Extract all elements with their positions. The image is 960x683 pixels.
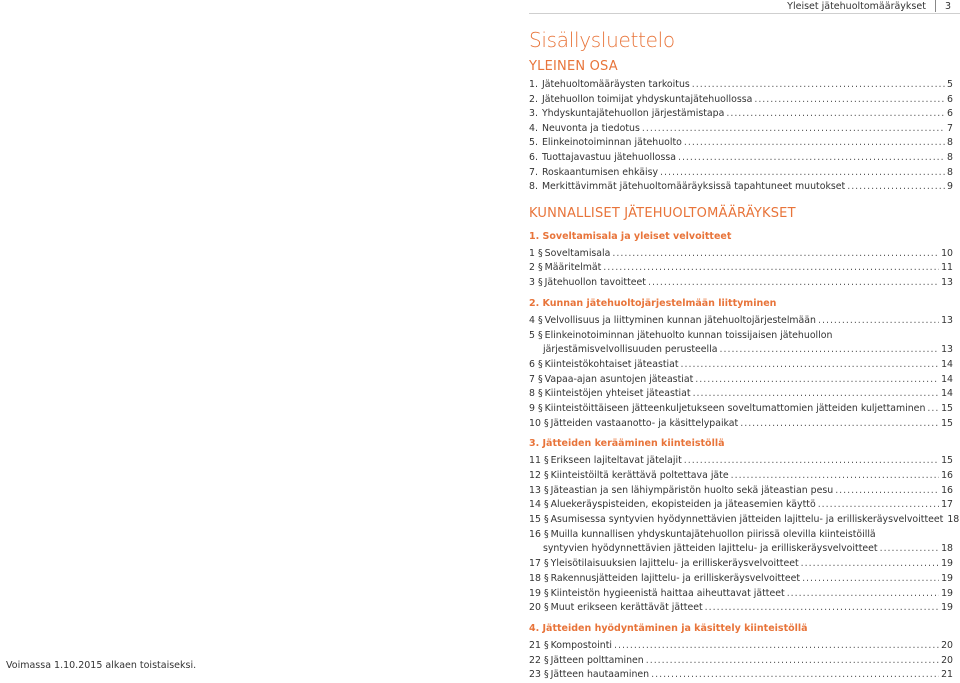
- dot-leader: [705, 601, 939, 616]
- toc-entry-number: 3.: [529, 108, 538, 120]
- toc-rule-entry[interactable]: [529, 417, 953, 432]
- paragraph-sign: §: [543, 484, 549, 496]
- paragraph-sign: §: [543, 499, 549, 511]
- toc-entry-number: 7.: [529, 166, 538, 178]
- toc-rule-entry[interactable]: [529, 261, 953, 276]
- subsection-heading: 2. Kunnan jätehuoltojärjestelmään liittyminen: [529, 297, 777, 309]
- toc-rule-entry[interactable]: [529, 387, 953, 402]
- rule-title: Muilla kunnallisen yhdyskuntajätehuollon piirissä olevilla kiinteistöillä: [550, 528, 876, 540]
- rule-title: Asumisessa syntyvien hyödynnettävien jätteiden lajittelu- ja erilliskeräysvelvoitteet: [550, 514, 944, 526]
- toc-rule-entry[interactable]: [529, 654, 953, 669]
- paragraph-sign: §: [543, 654, 549, 666]
- toc-rule-entry[interactable]: [529, 601, 953, 616]
- rule-title: Kiinteistöiltä kerättävä poltettava jäte: [550, 470, 729, 481]
- toc-title: Sisällysluettelo: [529, 28, 675, 52]
- rule-page: 19: [941, 572, 953, 584]
- paragraph-sign: §: [543, 602, 549, 614]
- rule-number: 3: [529, 277, 535, 289]
- subsection-heading: 1. Soveltamisala ja yleiset velvoitteet: [529, 230, 732, 242]
- rule-title: Soveltamisala: [544, 247, 611, 259]
- paragraph-sign: §: [537, 314, 543, 326]
- validity-note: Voimassa 1.10.2015 alkaen toistaiseksi.: [6, 660, 197, 671]
- rule-page: 19: [941, 602, 953, 614]
- rule-title: Aluekeräyspisteiden, ekopisteiden ja jäteasemien käyttö: [550, 499, 816, 511]
- rule-page: 11: [941, 262, 953, 274]
- toc-entry-title: Roskaantumisen ehkäisy: [541, 166, 659, 178]
- paragraph-sign: §: [543, 417, 549, 429]
- rule-title: Jätteen hautaaminen: [550, 669, 650, 681]
- toc-rule-entry[interactable]: [529, 402, 953, 417]
- toc-entry-number: 4.: [529, 122, 538, 134]
- toc-entry-page: 5: [947, 79, 953, 90]
- running-header: [787, 0, 951, 12]
- toc-rule-entry[interactable]: [529, 247, 953, 262]
- toc-rule-entry[interactable]: [529, 454, 953, 469]
- rule-number: 19: [529, 587, 541, 599]
- rule-page: 17: [941, 499, 953, 511]
- rule-number: 14: [529, 499, 541, 511]
- rule-number: 12: [529, 470, 541, 481]
- dot-leader: [642, 122, 945, 137]
- toc-entry-number: 6.: [529, 151, 538, 163]
- toc-entry[interactable]: [529, 93, 953, 108]
- rule-number: 16: [529, 528, 541, 540]
- toc-entry-page: 6: [947, 108, 953, 120]
- rule-title: Kiinteistöjen yhteiset jäteastiat: [544, 388, 691, 400]
- toc-entry-number: 2.: [529, 93, 538, 105]
- toc-entry-page: 8: [947, 151, 953, 163]
- rule-title: Kiinteistön hygieenistä haittaa aiheuttavat jätteet: [550, 587, 785, 599]
- toc-entry-title: Elinkeinotoiminnan jätehuolto: [541, 137, 682, 149]
- toc-entry[interactable]: [529, 107, 953, 122]
- dot-leader: [646, 654, 939, 669]
- dot-leader: [678, 151, 945, 166]
- rule-page: 14: [941, 388, 953, 400]
- dot-leader: [612, 247, 939, 262]
- rule-page: 18: [941, 543, 953, 555]
- dot-leader: [726, 107, 945, 122]
- rule-number: 4: [529, 314, 535, 326]
- rule-number: 11: [529, 455, 541, 467]
- dot-leader: [648, 276, 939, 291]
- toc-entry-page: 8: [947, 137, 953, 149]
- dot-leader: [880, 542, 939, 557]
- dot-leader: [927, 402, 939, 417]
- paragraph-sign: §: [537, 388, 543, 400]
- toc-rule-entry[interactable]: [529, 542, 953, 557]
- rule-title: järjestämisvelvollisuuden perusteella: [543, 344, 718, 356]
- toc-entry[interactable]: [529, 78, 953, 93]
- toc-entry-title: Yhdyskuntajätehuollon järjestämistapa: [541, 108, 725, 120]
- toc-entry-number: 1.: [529, 79, 538, 90]
- rule-title: Vapaa-ajan asuntojen jäteastiat: [544, 373, 694, 385]
- dot-leader: [614, 639, 939, 654]
- toc-rule-entry[interactable]: [529, 373, 953, 388]
- dot-leader: [603, 261, 939, 276]
- rule-title: syntyvien hyödynnettävien jätteiden lajittelu- ja erilliskeräysvelvoitteet: [543, 543, 878, 555]
- rule-number: 22: [529, 654, 541, 666]
- paragraph-sign: §: [537, 277, 543, 289]
- municipal-section-list: [529, 229, 960, 683]
- rule-page: 16: [941, 484, 953, 496]
- dot-leader: [731, 469, 939, 484]
- rule-number: 18: [529, 572, 541, 584]
- toc-rule-entry[interactable]: [529, 358, 953, 373]
- rule-number: 9: [529, 402, 535, 414]
- toc-entry[interactable]: [529, 166, 953, 181]
- toc-entry-title: Tuottajavastuu jätehuollossa: [541, 151, 676, 163]
- rule-title: Jäteastian ja sen lähiympäristön huolto sekä jäteastian pesu: [550, 484, 834, 496]
- header-separator: [935, 0, 936, 12]
- toc-rule-entry[interactable]: [529, 329, 953, 344]
- rule-number: 10: [529, 417, 541, 429]
- dot-leader: [693, 387, 939, 402]
- toc-entry-title: Jätehuollon toimijat yhdyskuntajätehuollossa: [541, 93, 753, 105]
- rule-number: 15: [529, 514, 541, 526]
- dot-leader: [681, 358, 940, 373]
- header-rule: [529, 13, 960, 14]
- rule-page: 21: [941, 669, 953, 681]
- dot-leader: [802, 572, 939, 587]
- dot-leader: [684, 136, 945, 151]
- rule-page: 15: [941, 417, 953, 429]
- rule-title: Muut erikseen kerättävät jätteet: [550, 602, 703, 614]
- rule-number: 8: [529, 388, 535, 400]
- rule-number: 23: [529, 669, 541, 681]
- dot-leader: [695, 373, 939, 388]
- running-title: Yleiset jätehuoltomääräykset: [787, 0, 926, 12]
- paragraph-sign: §: [543, 572, 549, 584]
- paragraph-sign: §: [543, 669, 549, 681]
- toc-entry[interactable]: [529, 151, 953, 166]
- rule-page: 19: [941, 587, 953, 599]
- rule-number: 21: [529, 639, 541, 651]
- toc-rule-entry[interactable]: [529, 587, 953, 602]
- dot-leader: [818, 498, 939, 513]
- rule-title: Erikseen lajiteltavat jätelajit: [550, 455, 682, 467]
- rule-number: 20: [529, 602, 541, 614]
- rule-number: 1: [529, 247, 535, 259]
- table-of-contents: [529, 27, 960, 683]
- toc-entry-page: 8: [947, 166, 953, 178]
- toc-rule-entry[interactable]: [529, 498, 953, 513]
- toc-entry[interactable]: [529, 122, 953, 137]
- paragraph-sign: §: [543, 528, 549, 540]
- paragraph-sign: §: [537, 358, 543, 370]
- toc-entry[interactable]: [529, 136, 953, 151]
- paragraph-sign: §: [543, 455, 549, 467]
- paragraph-sign: §: [543, 558, 549, 570]
- rule-title: Jätteiden vastaanotto- ja käsittelypaikat: [550, 417, 739, 429]
- paragraph-sign: §: [537, 402, 543, 414]
- paragraph-sign: §: [537, 262, 543, 274]
- municipal-section-heading: KUNNALLISET JÄTEHUOLTOMÄÄRÄYKSET: [529, 205, 796, 221]
- toc-rule-entry[interactable]: [529, 557, 953, 572]
- rule-page: 14: [941, 358, 953, 370]
- rule-number: 17: [529, 558, 541, 570]
- toc-entry-title: Merkittävimmät jätehuoltomääräyksissä tapahtuneet muutokset: [541, 181, 846, 193]
- toc-entry-title: Neuvonta ja tiedotus: [541, 122, 640, 134]
- dot-leader: [835, 484, 939, 499]
- rule-title: Yleisötilaisuuksien lajittelu- ja erilliskeräysvelvoitteet: [550, 558, 799, 570]
- paragraph-sign: §: [537, 247, 543, 259]
- toc-entry-title: Jätehuoltomääräysten tarkoitus: [541, 79, 690, 90]
- rule-page: 15: [941, 402, 953, 414]
- rule-title: Kompostointi: [550, 639, 612, 651]
- dot-leader: [801, 557, 939, 572]
- dot-leader: [787, 587, 939, 602]
- toc-rule-entry[interactable]: [529, 513, 960, 528]
- paragraph-sign: §: [543, 470, 549, 481]
- dot-leader: [818, 314, 939, 329]
- rule-page: 18: [947, 514, 960, 526]
- rule-page: 13: [941, 277, 953, 289]
- toc-entry-number: 5.: [529, 137, 538, 149]
- dot-leader: [754, 93, 945, 108]
- rule-title: Elinkeinotoiminnan jätehuolto kunnan toissijaisen jätehuollon: [544, 329, 833, 341]
- toc-rule-entry[interactable]: [529, 276, 953, 291]
- paragraph-sign: §: [537, 329, 543, 341]
- paragraph-sign: §: [543, 514, 549, 526]
- dot-leader: [660, 166, 945, 181]
- rule-page: 16: [941, 470, 953, 481]
- page-number: 3: [944, 0, 951, 12]
- general-section-heading: YLEINEN OSA: [529, 59, 618, 74]
- rule-title: Rakennusjätteiden lajittelu- ja erilliskeräysvelvoitteet: [550, 572, 801, 584]
- rule-title: Jätehuollon tavoitteet: [544, 277, 646, 289]
- toc-entry-page: 6: [947, 93, 953, 105]
- paragraph-sign: §: [543, 587, 549, 599]
- rule-page: 10: [941, 247, 953, 259]
- rule-page: 14: [941, 373, 953, 385]
- toc-rule-entry[interactable]: [529, 343, 953, 358]
- rule-number: 6: [529, 358, 535, 370]
- rule-page: 20: [941, 639, 953, 651]
- rule-title: Velvollisuus ja liittyminen kunnan jätehuoltojärjestelmään: [544, 314, 816, 326]
- toc-rule-entry[interactable]: [529, 314, 953, 329]
- toc-rule-entry[interactable]: [529, 469, 953, 484]
- rule-number: 2: [529, 262, 535, 274]
- dot-leader: [692, 78, 945, 93]
- dot-leader: [847, 180, 945, 195]
- rule-title: Kiinteistökohtaiset jäteastiat: [544, 358, 679, 370]
- rule-number: 7: [529, 373, 535, 385]
- toc-entry-page: 7: [947, 122, 953, 134]
- toc-entry[interactable]: [529, 180, 953, 195]
- rule-title: Jätteen polttaminen: [550, 654, 644, 666]
- toc-rule-entry[interactable]: [529, 639, 953, 654]
- rule-number: 13: [529, 484, 541, 496]
- toc-rule-entry[interactable]: [529, 668, 953, 683]
- rule-page: 13: [941, 344, 953, 356]
- subsection-heading: 4. Jätteiden hyödyntäminen ja käsittely kiinteistöllä: [529, 622, 808, 634]
- dot-leader: [651, 668, 939, 683]
- paragraph-sign: §: [543, 639, 549, 651]
- dot-leader: [684, 454, 939, 469]
- subsection-heading: 3. Jätteiden kerääminen kiinteistöllä: [529, 438, 725, 450]
- rule-page: 20: [941, 654, 953, 666]
- dot-leader: [740, 417, 939, 432]
- rule-page: 13: [941, 314, 953, 326]
- rule-page: 15: [941, 455, 953, 467]
- dot-leader: [720, 343, 940, 358]
- general-section-list: [529, 78, 953, 195]
- toc-rule-entry[interactable]: [529, 572, 953, 587]
- rule-title: Kiinteistöittäiseen jätteenkuljetukseen soveltumattomien jätteiden kuljettaminen: [544, 402, 926, 414]
- toc-rule-entry[interactable]: [529, 484, 953, 499]
- toc-entry-page: 9: [947, 181, 953, 193]
- toc-entry-number: 8.: [529, 181, 538, 193]
- rule-page: 19: [941, 558, 953, 570]
- rule-number: 5: [529, 329, 535, 341]
- rule-title: Määritelmät: [544, 262, 602, 274]
- toc-rule-entry[interactable]: [529, 528, 953, 543]
- paragraph-sign: §: [537, 373, 543, 385]
